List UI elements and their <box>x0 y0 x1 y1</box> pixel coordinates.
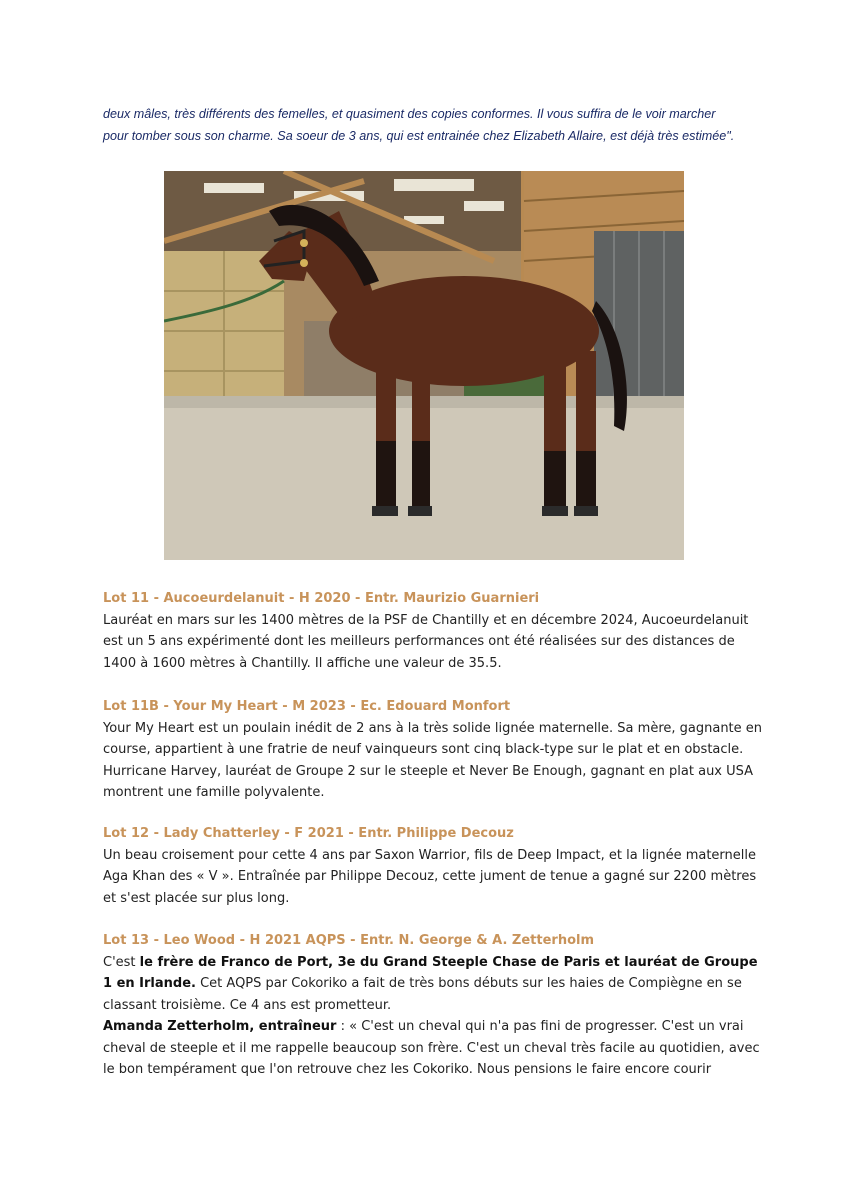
lot-13 <box>103 930 763 1081</box>
lot-12 <box>103 823 763 909</box>
lot-13-quote-author: Amanda Zetterholm, entraîneur <box>103 1019 337 1034</box>
lot-11 <box>103 588 763 674</box>
lot-12-title: Lot 12 - Lady Chatterley - F 2021 - Entr. Philippe Decouz <box>103 826 514 841</box>
lot-13-body-post: Cet AQPS par Cokoriko a fait de très bons débuts sur les haies de Compiègne en se classant troisième. Ce 4 ans est prometteur. <box>103 976 742 1013</box>
lot-13-body-pre: C'est <box>103 954 140 970</box>
lot-13-body-bold: le frère de Franco de Port, 3e du Grand Steeple Chase de Paris et lauréat de Groupe 1 en Irlande. <box>103 954 758 991</box>
lot-11-body: Lauréat en mars sur les 1400 mètres de la PSF de Chantilly et en décembre 2024, Aucoeurdelanuit est un 5 ans expérimenté dont les meilleurs performances ont été réalisées sur des distances de 1400 à 1600 mètres à Chantilly. Il affiche une valeur de 35.5. <box>103 612 749 671</box>
lot-12-body: Un beau croisement pour cette 4 ans par Saxon Warrior, fils de Deep Impact, et la lignée maternelle Aga Khan des « V ». Entraînée par Philippe Decouz, cette jument de tenue a gagné sur 2200 mètres et s'est placée sur plus long. <box>103 847 757 906</box>
lot-11b <box>103 696 763 804</box>
lot-11-title: Lot 11 - Aucoeurdelanuit - H 2020 - Entr. Maurizio Guarnieri <box>103 591 540 606</box>
intro-quote-line-1: deux mâles, très différents des femelles, et quasiment des copies conformes. Il vous suffira de le voir marcher <box>103 107 716 121</box>
lot-13-quote-text: : « C'est un cheval qui n'a pas fini de progresser. C'est un vrai cheval de steeple et il me rappelle beaucoup son frère. C'est un cheval très facile au quotidien, avec le bon tempérament que l'on retrouve chez les Cokoriko. Nous pensions le faire encore courir <box>103 1019 760 1077</box>
lot-13-body <box>103 952 763 1017</box>
intro-quote-line-2: pour tomber sous son charme. Sa soeur de 3 ans, qui est entrainée chez Elizabeth Allaire, est déjà très estimée". <box>103 128 735 143</box>
lot-13-quote <box>103 1016 763 1081</box>
lot-13-title: Lot 13 - Leo Wood - H 2021 AQPS - Entr. N. George & A. Zetterholm <box>103 933 595 948</box>
horse-photo <box>164 171 684 560</box>
intro-quote <box>103 104 753 147</box>
lot-11b-body: Your My Heart est un poulain inédit de 2 ans à la très solide lignée maternelle. Sa mère, gagnante en course, appartient à une fratrie de neuf vainqueurs sont cinq black-type sur le plat et en obstacle. Hurricane Harvey, lauréat de Groupe 2 sur le steeple et Never Be Enough, gagnant en plat aux USA montrent une famille polyvalente. <box>103 720 763 800</box>
lot-11b-title: Lot 11B - Your My Heart - M 2023 - Ec. Edouard Monfort <box>103 699 511 714</box>
